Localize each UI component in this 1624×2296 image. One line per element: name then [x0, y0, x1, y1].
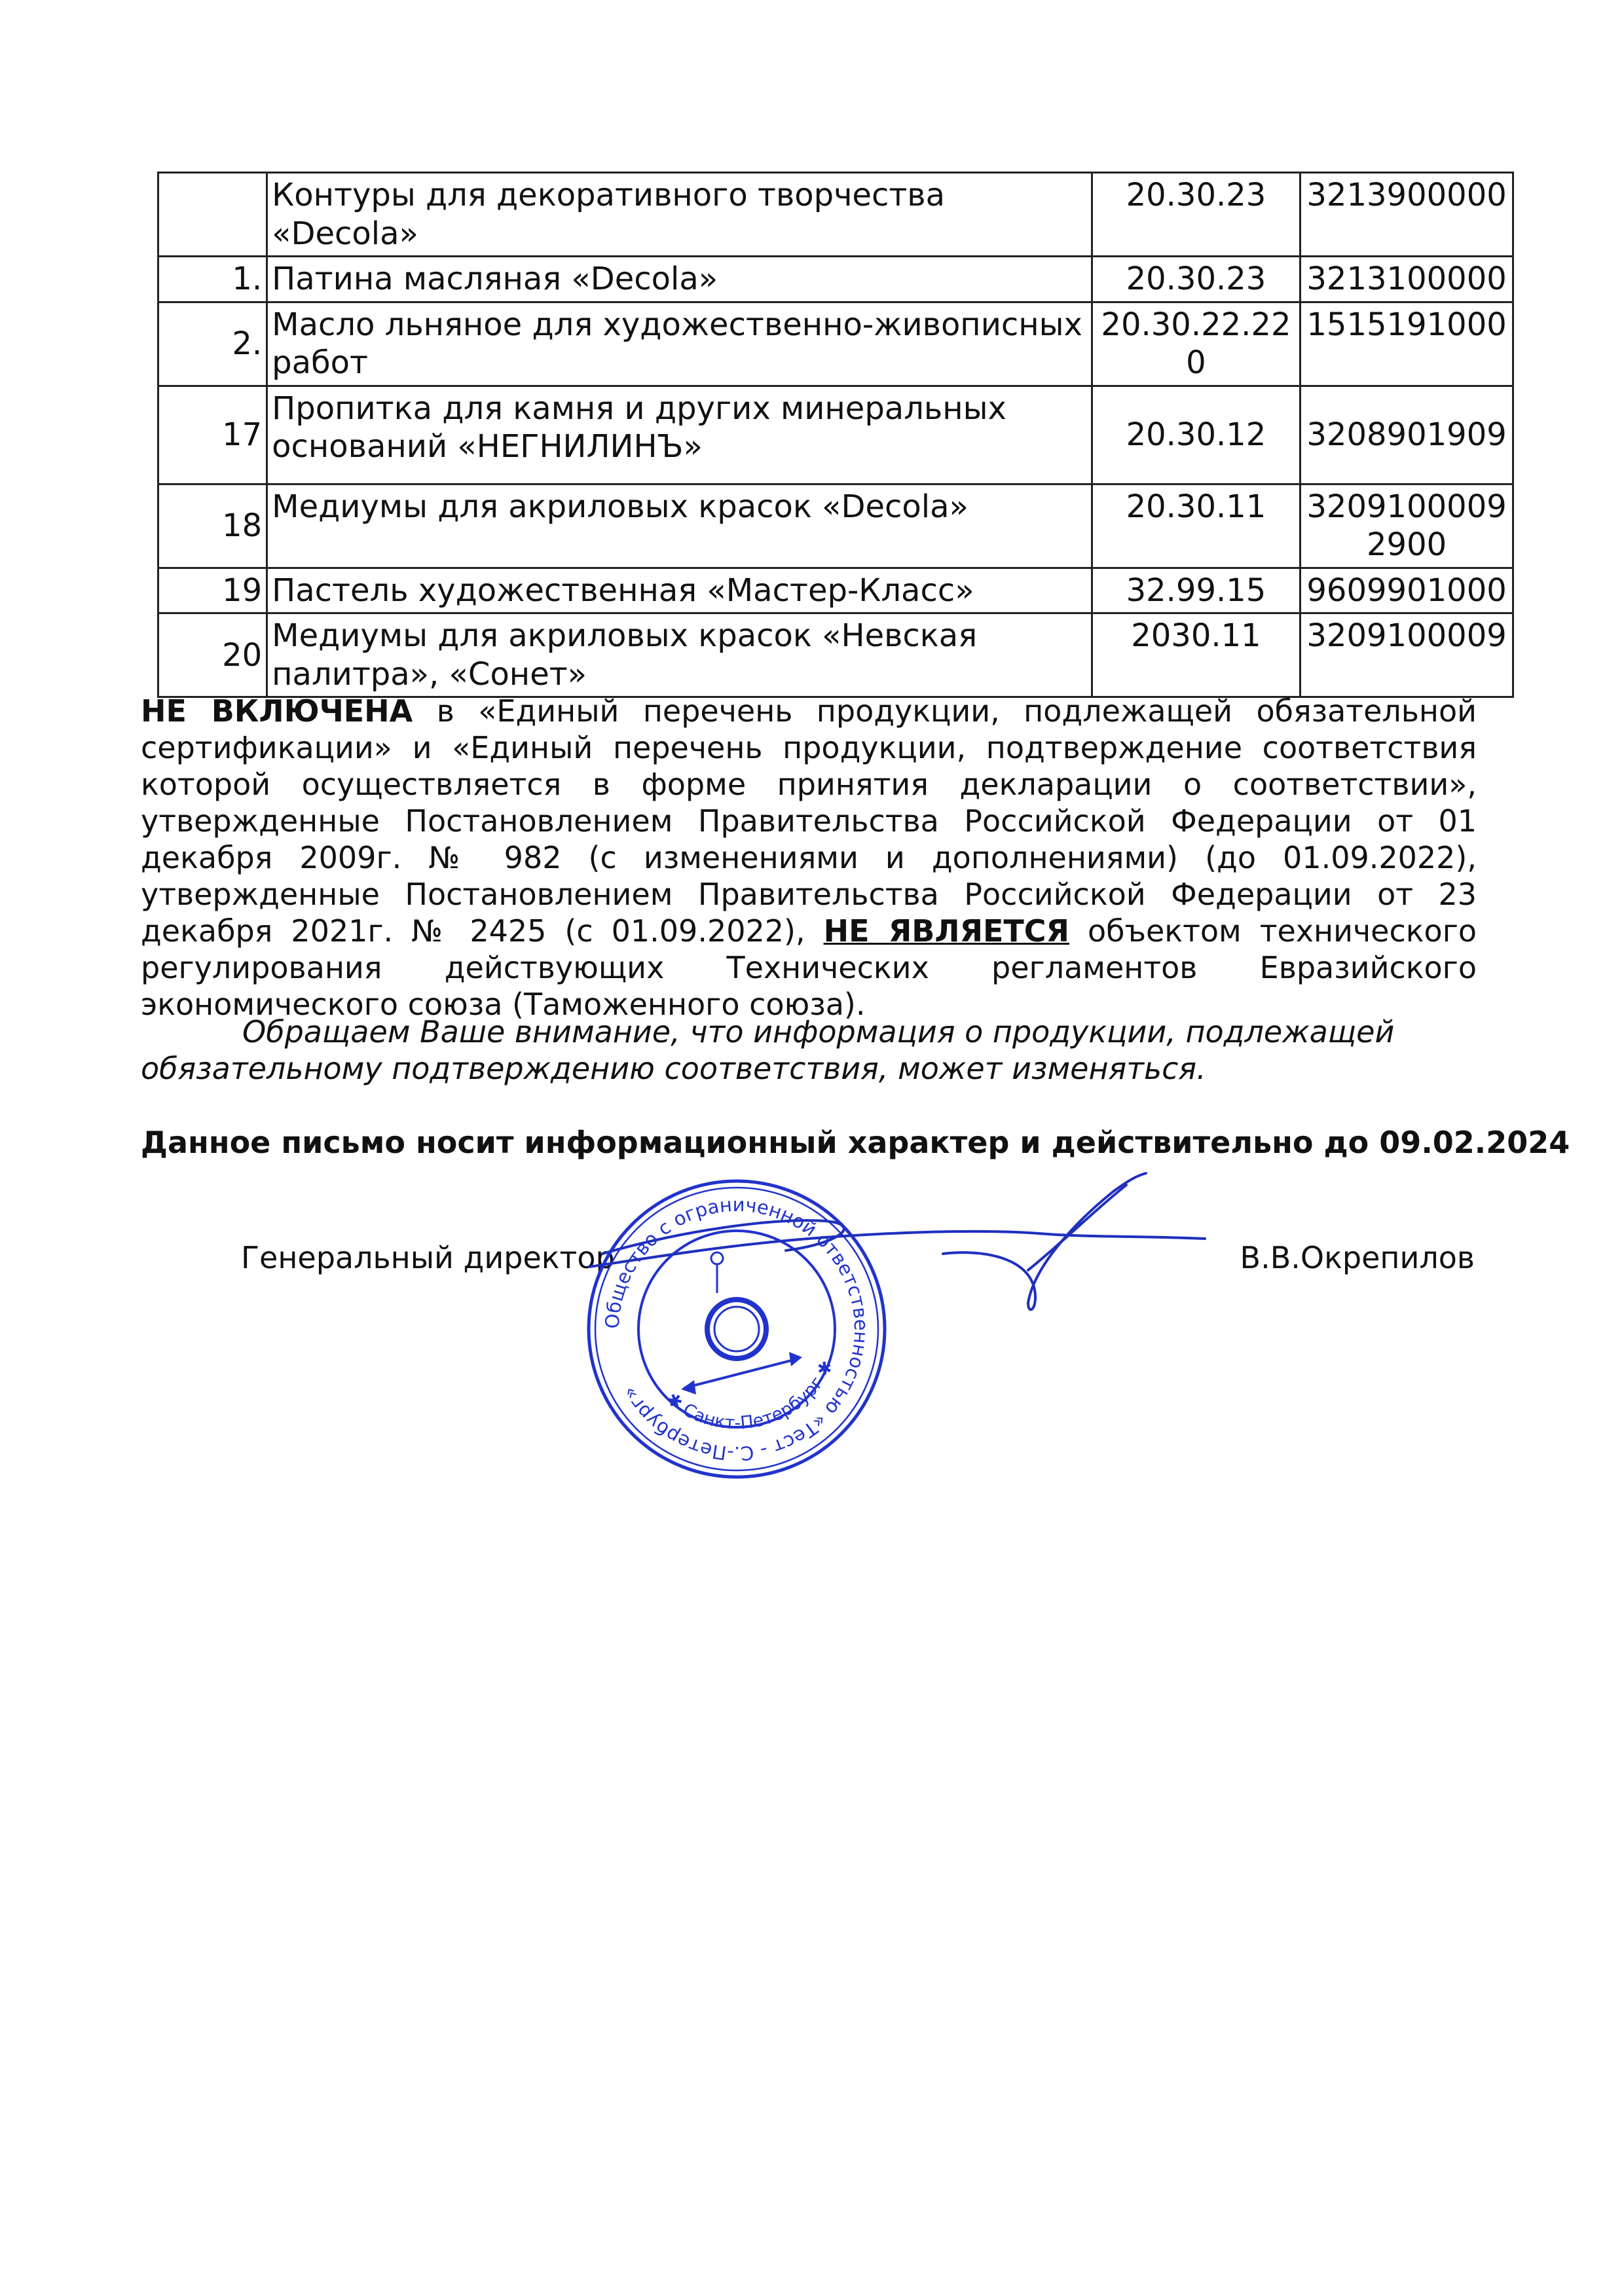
notice-text: Обращаем Ваше внимание, что информация о продукции, подлежащей обязательному подтверждению соответствия, может изменяться. [141, 1014, 1395, 1086]
row-number: 20 [158, 613, 267, 697]
paragraph-text-2: объектом технического регулирования действующих Технических регламентов Евразийского экономического союза (Таможенного союза). [141, 913, 1477, 1022]
okpd-code: 20.30.12 [1092, 386, 1300, 484]
table-row [158, 613, 1513, 697]
tnved-code: 1515191000 [1301, 302, 1513, 386]
product-name: Контуры для декоративного творчества «Decola» [267, 173, 1092, 257]
product-name: Масло льняное для художественно-живописных работ [267, 302, 1092, 386]
tnved-code: 3209100009 [1301, 613, 1513, 697]
table-row [158, 257, 1513, 302]
tnved-code: 3208901909 [1301, 386, 1513, 484]
table-row [158, 386, 1513, 484]
tnved-code: 9609901000 [1301, 568, 1513, 613]
signer-role: Генеральный директор [241, 1240, 615, 1275]
product-name: Медиумы для акриловых красок «Невская палитра», «Сонет» [267, 613, 1092, 697]
okpd-code: 32.99.15 [1092, 568, 1300, 613]
product-name: Пастель художественная «Мастер-Класс» [267, 568, 1092, 613]
not-subject-label: НЕ ЯВЛЯЕТСЯ [823, 913, 1069, 949]
products-table [157, 172, 1514, 698]
not-included-label: НЕ ВКЛЮЧЕНА [141, 693, 413, 729]
tnved-code: 3213100000 [1301, 257, 1513, 302]
row-number: 2. [158, 302, 267, 386]
validity-text: Данное письмо носит информационный характер и действительно до 09.02.2024 [141, 1125, 1570, 1160]
stamp-city-text: ✱ Санкт-Петербург ✱ [662, 1357, 838, 1434]
okpd-code: 20.30.23 [1092, 173, 1300, 257]
row-number: 17 [158, 386, 267, 484]
paragraph-text-1: в «Единый перечень продукции, подлежащей обязательной сертификации» и «Единый перечень продукции, подтверждение соответствия которой осуществляется в форме принятия декларации о соответствии», утвержденные Постановлением Правительства Российской Федерации от 01 декабря 2009г. № 982 (с изменениями и дополнениями) (до 01.09.2022), утвержденные Постановлением Правительства Российской Федерации от 23 декабря 2021г. № 2425 (с 01.09.2022), [141, 693, 1477, 949]
table-row [158, 173, 1513, 257]
okpd-code: 20.30.22.22 0 [1092, 302, 1300, 386]
signer-name: В.В.Окрепилов [1240, 1240, 1475, 1275]
product-name: Патина масляная «Decola» [267, 257, 1092, 302]
row-number: 18 [158, 484, 267, 568]
tnved-code: 3209100009 2900 [1301, 484, 1513, 568]
table-row [158, 484, 1513, 568]
table-row [158, 568, 1513, 613]
okpd-code: 20.30.11 [1092, 484, 1300, 568]
tnved-code: 3213900000 [1301, 173, 1513, 257]
row-number: 19 [158, 568, 267, 613]
product-name: Медиумы для акриловых красок «Decola» [267, 484, 1092, 568]
stamp-outer-text: Общество с ограниченной ответственностью «Тест - С.-Петербург» [600, 1193, 873, 1465]
row-number [158, 173, 267, 257]
row-number: 1. [158, 257, 267, 302]
okpd-code: 20.30.23 [1092, 257, 1300, 302]
okpd-code: 2030.11 [1092, 613, 1300, 697]
handwritten-signature [576, 1139, 1270, 1349]
certification-paragraph [141, 693, 1477, 1023]
table-row [158, 302, 1513, 386]
product-name: Пропитка для камня и других минеральных оснований «НЕГНИЛИНЪ» [267, 386, 1092, 484]
